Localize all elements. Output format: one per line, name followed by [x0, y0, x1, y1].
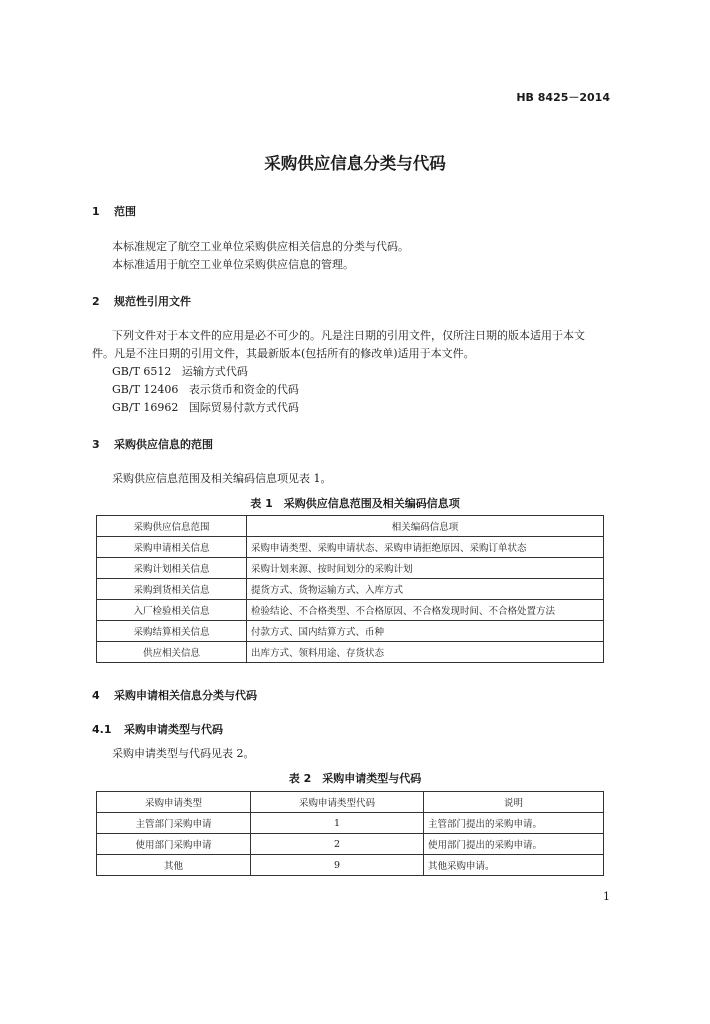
- table-row: [97, 579, 604, 600]
- reference-name: 运输方式代码: [181, 365, 248, 378]
- reference-code: GB/T 12406: [112, 383, 179, 396]
- table-row: [97, 537, 604, 558]
- section-number: 2: [92, 295, 100, 308]
- table-row: [97, 600, 604, 621]
- section-4-1-heading: [92, 721, 223, 737]
- table-cell: 检验结论、不合格类型、不合格原因、不合格发现时间、不合格处置方法: [247, 600, 604, 621]
- reference-name: 国际贸易付款方式代码: [188, 401, 299, 414]
- table-cell: 出库方式、领料用途、存货状态: [247, 642, 604, 663]
- section-number: 4: [92, 689, 100, 702]
- table-cell: 付款方式、国内结算方式、币种: [247, 621, 604, 642]
- table-1-caption: 表 1 采购供应信息范围及相关编码信息项: [250, 497, 460, 510]
- section-number: 4.1: [92, 723, 112, 736]
- section-2-para-line-2: 件。凡是不注日期的引用文件，其最新版本(包括所有的修改单)适用于本文件。: [92, 347, 475, 360]
- table-row: [97, 642, 604, 663]
- reference-code: GB/T 6512: [112, 365, 172, 378]
- table-cell: 1: [251, 813, 424, 834]
- table-cell: 供应相关信息: [97, 642, 247, 663]
- table-2: [96, 791, 604, 876]
- reference-name: 表示货币和资金的代码: [188, 383, 299, 396]
- page-title: 采购供应信息分类与代码: [264, 154, 446, 173]
- table-header-cell: 采购申请类型代码: [251, 792, 424, 813]
- table-row: [97, 621, 604, 642]
- table-header-row: [97, 516, 604, 537]
- section-title: 规范性引用文件: [114, 295, 191, 308]
- table-cell: 采购计划来源、按时间划分的采购计划: [247, 558, 604, 579]
- section-1-para-1: 本标准规定了航空工业单位采购供应相关信息的分类与代码。: [112, 240, 409, 253]
- section-3-para: 采购供应信息范围及相关编码信息项见表 1。: [112, 472, 332, 485]
- table-row: [97, 855, 604, 876]
- section-title: 采购申请类型与代码: [124, 723, 223, 736]
- table-header-cell: 采购申请类型: [97, 792, 251, 813]
- section-number: 1: [92, 205, 100, 218]
- section-1-heading: [92, 203, 136, 219]
- table-cell: 9: [251, 855, 424, 876]
- table-row: [97, 813, 604, 834]
- table-cell: 采购申请相关信息: [97, 537, 247, 558]
- section-1-para-2: 本标准适用于航空工业单位采购供应信息的管理。: [112, 258, 354, 271]
- reference-item: [112, 381, 299, 399]
- table-header-cell: 采购供应信息范围: [97, 516, 247, 537]
- table-header-row: [97, 792, 604, 813]
- table-cell: 采购到货相关信息: [97, 579, 247, 600]
- reference-item: [112, 363, 248, 381]
- section-3-heading: [92, 436, 213, 452]
- table-row: [97, 834, 604, 855]
- table-2-caption: 表 2 采购申请类型与代码: [288, 772, 422, 785]
- page-number: 1: [603, 890, 610, 903]
- section-title: 范围: [114, 205, 136, 218]
- reference-item: [112, 399, 299, 417]
- section-number: 3: [92, 438, 100, 451]
- table-cell: 采购计划相关信息: [97, 558, 247, 579]
- table-cell: 使用部门采购申请: [97, 834, 251, 855]
- table-cell: 采购结算相关信息: [97, 621, 247, 642]
- section-4-heading: [92, 687, 257, 703]
- table-cell: 使用部门提出的采购申请。: [424, 834, 604, 855]
- table-header-cell: 说明: [424, 792, 604, 813]
- table-row: [97, 558, 604, 579]
- table-cell: 入厂检验相关信息: [97, 600, 247, 621]
- section-2-para-line-1: 下列文件对于本文件的应用是必不可少的。凡是注日期的引用文件，仅所注日期的版本适用于本文: [112, 329, 585, 342]
- table-cell: 主管部门采购申请: [97, 813, 251, 834]
- table-cell: 其他: [97, 855, 251, 876]
- table-cell: 采购申请类型、采购申请状态、采购申请拒绝原因、采购订单状态: [247, 537, 604, 558]
- reference-code: GB/T 16962: [112, 401, 179, 414]
- standard-code: HB 8425－2014: [516, 91, 610, 104]
- section-2-heading: [92, 293, 191, 309]
- table-header-cell: 相关编码信息项: [247, 516, 604, 537]
- table-cell: 主管部门提出的采购申请。: [424, 813, 604, 834]
- section-title: 采购申请相关信息分类与代码: [114, 689, 257, 702]
- table-cell: 2: [251, 834, 424, 855]
- table-cell: 提货方式、货物运输方式、入库方式: [247, 579, 604, 600]
- section-title: 采购供应信息的范围: [114, 438, 213, 451]
- table-cell: 其他采购申请。: [424, 855, 604, 876]
- table-1: [96, 515, 604, 663]
- section-4-1-para: 采购申请类型与代码见表 2。: [112, 747, 255, 760]
